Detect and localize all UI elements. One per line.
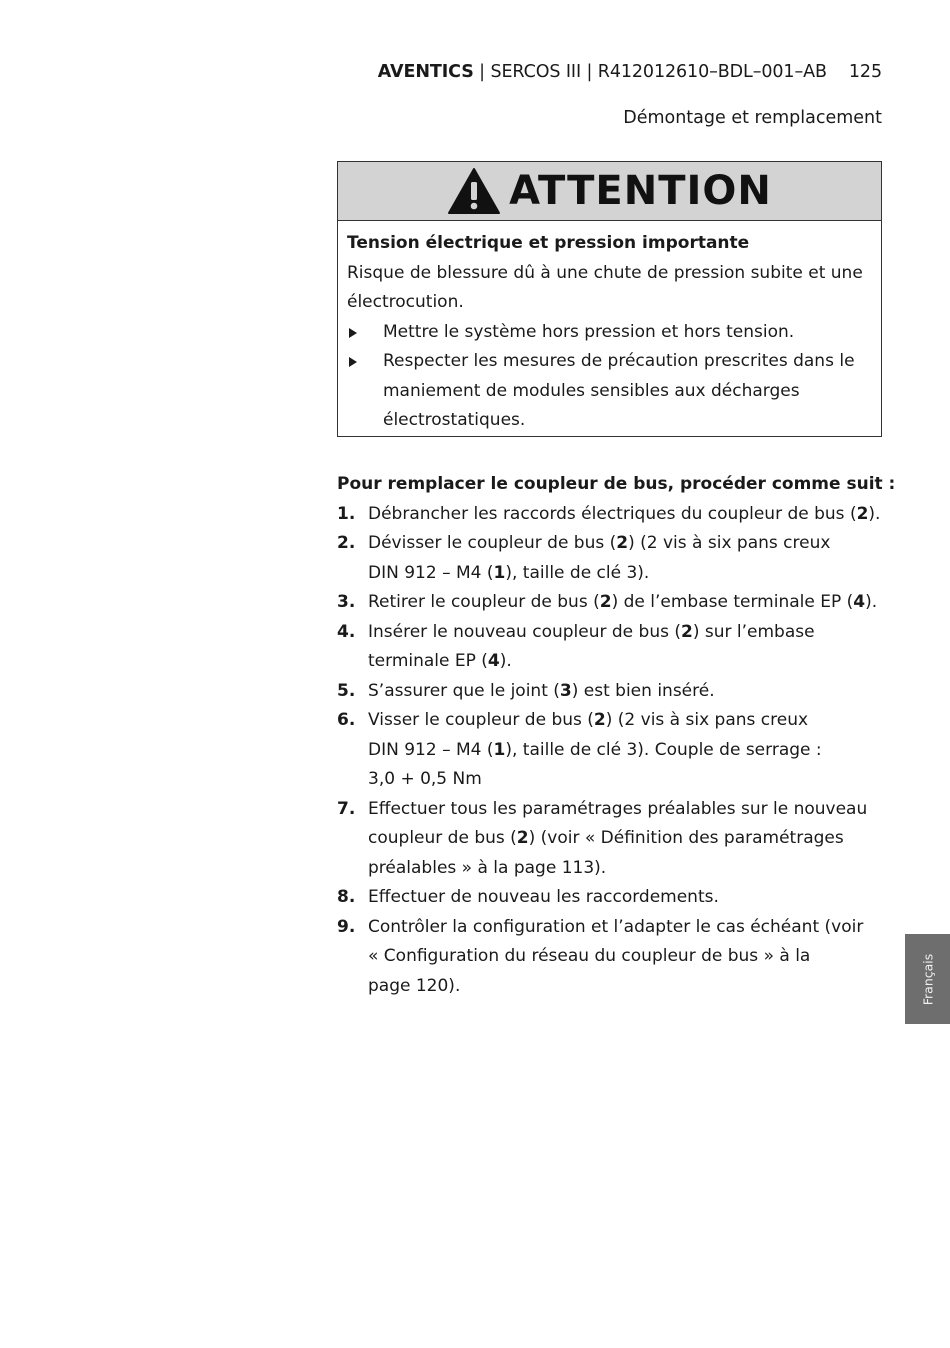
step-number: 8. <box>337 887 356 907</box>
step-text: Débrancher les raccords électriques du coupleur de bus (2). <box>368 503 881 524</box>
attention-body <box>338 221 881 436</box>
step-text: Effectuer tous les paramétrages préalables sur le nouveau coupleur de bus (2) (voir « Définition des paramétrages préalables » à la page 113). <box>368 798 868 878</box>
document-reference: | SERCOS III | R412012610–BDL–001–AB <box>473 62 827 82</box>
procedure-step <box>337 588 897 618</box>
step-text: Contrôler la configuration et l’adapter le cas échéant (voir « Configuration du réseau du coupleur de bus » à la page 120). <box>368 916 864 996</box>
page-number: 125 <box>848 62 882 82</box>
procedure-step <box>337 618 897 677</box>
attention-box <box>337 161 882 437</box>
step-number: 2. <box>337 533 356 553</box>
procedure-step <box>337 677 897 707</box>
procedure-intro: Pour remplacer le coupleur de bus, procéder comme suit : <box>337 474 896 494</box>
step-text: S’assurer que le joint (3) est bien inséré. <box>368 680 715 701</box>
bullet-triangle-icon <box>349 357 357 367</box>
procedure-step <box>337 913 897 1002</box>
attention-title: ATTENTION <box>509 168 772 214</box>
procedure-step <box>337 883 897 913</box>
attention-bullet: Respecter les mesures de précaution prescrites dans le maniement de modules sensibles aux décharges électrostatiques. <box>347 347 873 436</box>
step-number: 9. <box>337 916 356 937</box>
language-tab-label: Français <box>920 953 935 1005</box>
brand-name: AVENTICS <box>377 62 474 82</box>
section-title: Démontage et remplacement <box>623 108 882 128</box>
procedure-section <box>337 470 897 1001</box>
step-text: Effectuer de nouveau les raccordements. <box>368 887 719 907</box>
procedure-step <box>337 795 897 884</box>
step-number: 3. <box>337 592 356 612</box>
step-text: Visser le coupleur de bus (2) (2 vis à six pans creux DIN 912 – M4 (1), taille de clé 3). Couple de serrage : 3,0 + 0,5 Nm <box>368 710 822 789</box>
step-number: 6. <box>337 710 356 730</box>
attention-heading: Tension électrique et pression importante <box>347 233 750 253</box>
step-number: 4. <box>337 621 356 642</box>
step-text: Insérer le nouveau coupleur de bus (2) sur l’embase terminale EP (4). <box>368 621 815 671</box>
attention-header <box>338 162 881 221</box>
step-number: 1. <box>337 503 356 524</box>
bullet-triangle-icon <box>349 328 357 338</box>
step-number: 5. <box>337 680 356 701</box>
procedure-step <box>337 529 897 588</box>
step-text: Dévisser le coupleur de bus (2) (2 vis à six pans creux DIN 912 – M4 (1), taille de clé 3). <box>368 533 831 583</box>
attention-bullet: Mettre le système hors pression et hors tension. <box>347 318 881 348</box>
running-header <box>378 62 882 82</box>
step-number: 7. <box>337 798 356 819</box>
step-text: Retirer le coupleur de bus (2) de l’embase terminale EP (4). <box>368 592 878 612</box>
procedure-step <box>337 500 897 530</box>
procedure-step <box>337 706 897 795</box>
procedure-steps <box>337 500 897 1002</box>
warning-triangle-icon <box>447 167 501 215</box>
attention-text: Risque de blessure dû à une chute de pression subite et une électrocution. <box>347 262 863 312</box>
language-tab <box>905 934 950 1024</box>
